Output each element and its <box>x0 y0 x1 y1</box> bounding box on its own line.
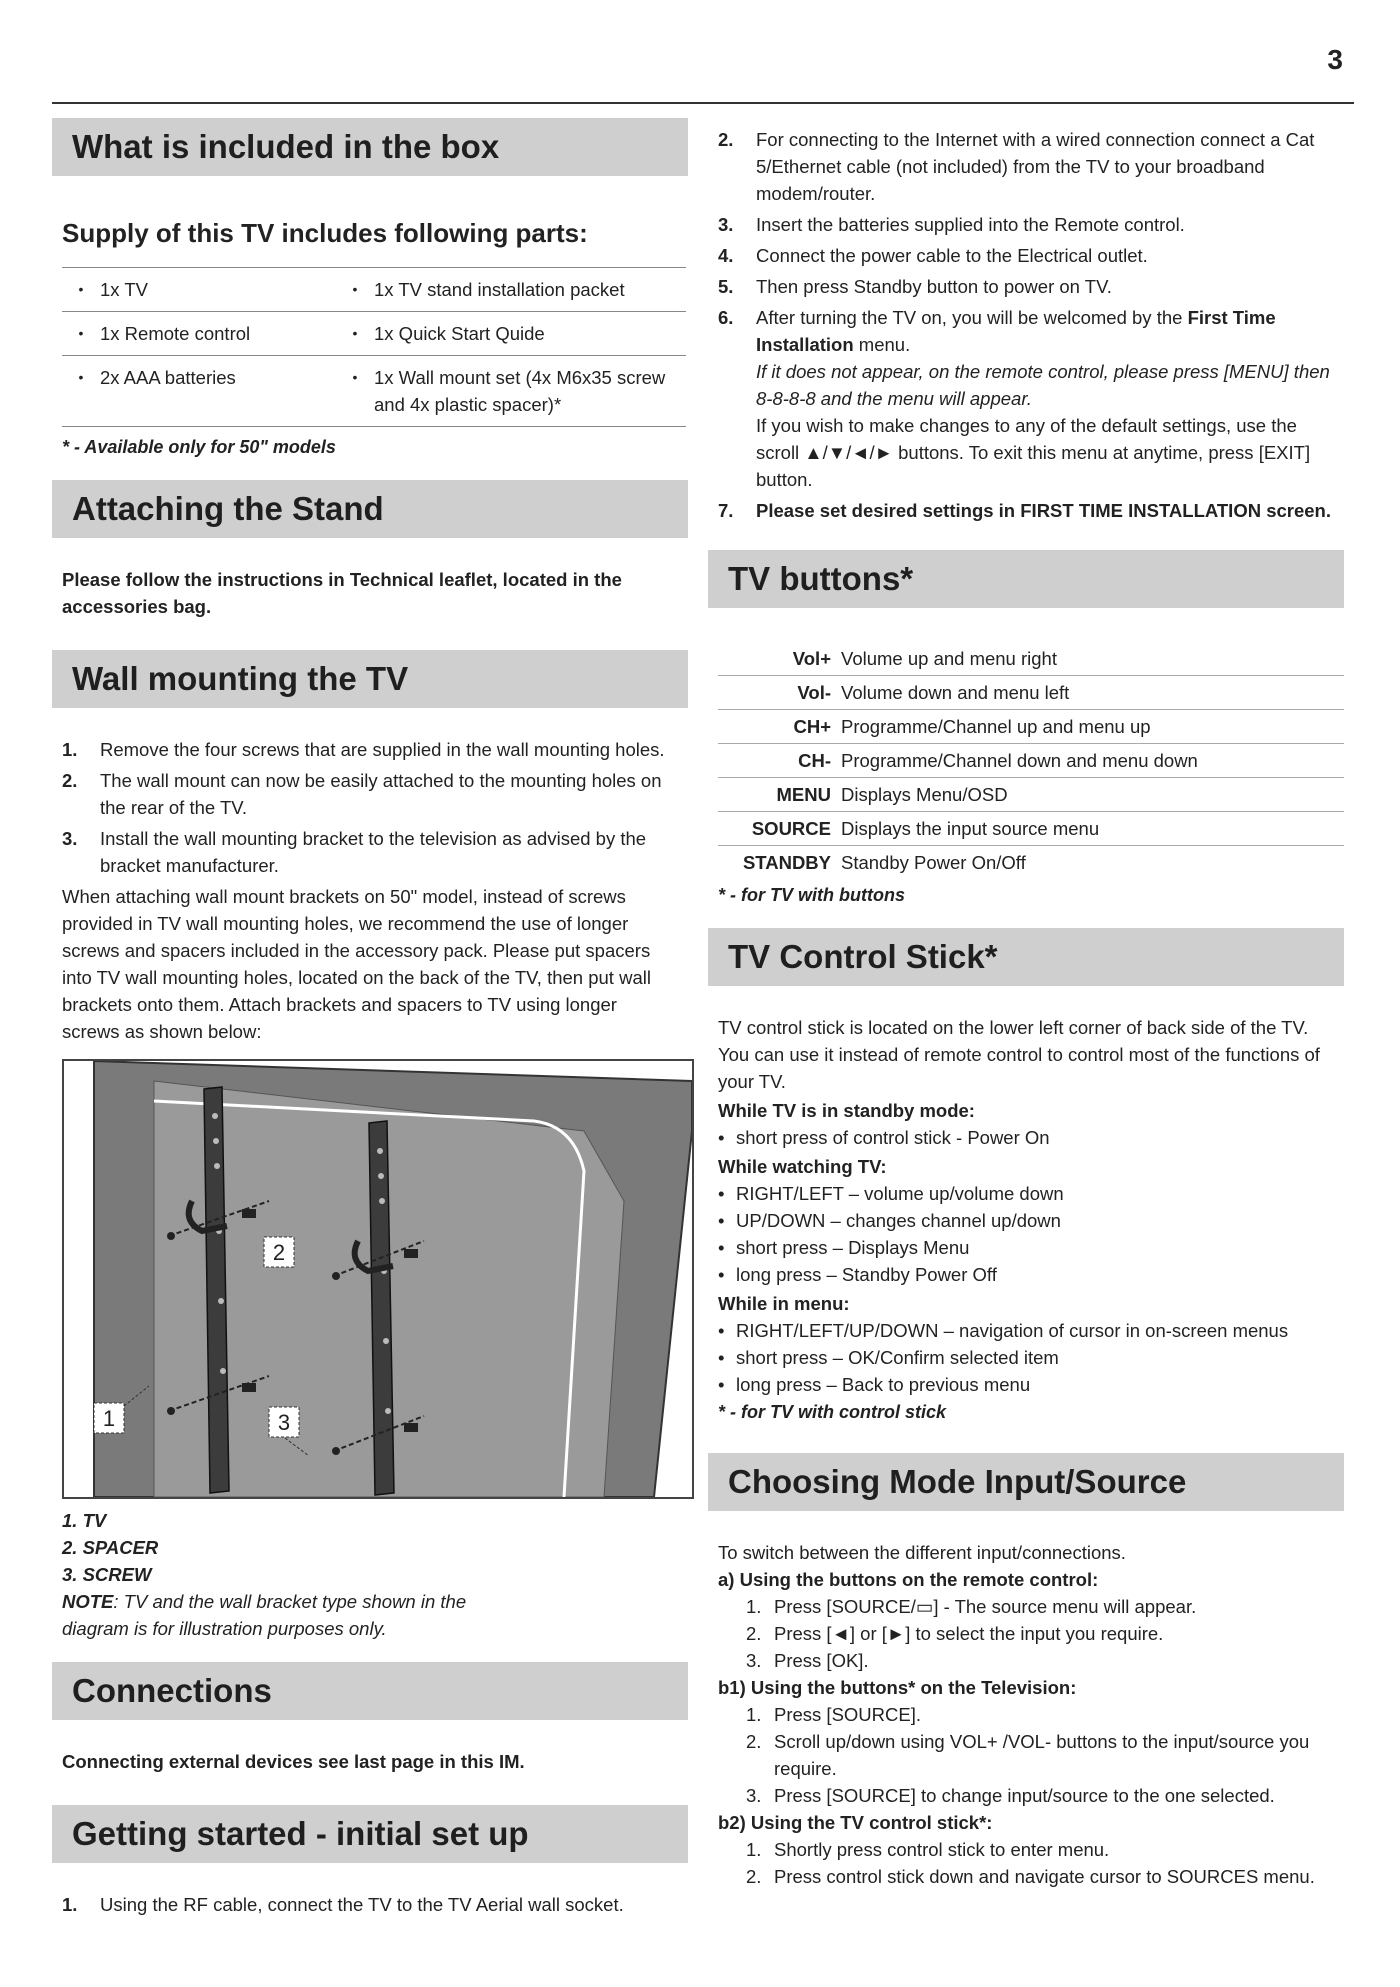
part-item: 1x TV <box>100 268 336 312</box>
getting-started-steps-right <box>708 126 1344 524</box>
control-stick-intro: TV control stick is located on the lower left corner of back side of the TV. You can use it instead of remote control to control most of the functions of your TV. <box>718 1017 1320 1092</box>
list-item: • long press – Back to previous menu <box>718 1374 1031 1395</box>
table-row: Vol+ Volume up and menu right <box>718 642 1344 676</box>
top-rule <box>52 102 1354 104</box>
list-item: • UP/DOWN – changes channel up/down <box>718 1210 1061 1231</box>
list-item: • short press of control stick - Power On <box>718 1127 1050 1148</box>
table-row: • 1x Remote control • 1x Quick Start Quide <box>62 312 686 356</box>
source-b1-label: b1) Using the buttons* on the Television: <box>718 1677 1077 1698</box>
source-b2-list <box>708 1836 1344 1890</box>
source-b2-label: b2) Using the TV control stick*: <box>718 1812 993 1833</box>
list-item: • RIGHT/LEFT – volume up/volume down <box>718 1183 1064 1204</box>
list-item: 3. Press [SOURCE] to change input/source to the one selected. <box>746 1785 1275 1806</box>
menu-list <box>708 1317 1344 1398</box>
parts-table <box>62 267 686 427</box>
box-subheading: Supply of this TV includes following parts: <box>62 218 588 248</box>
section-header-wall: Wall mounting the TV <box>52 650 688 708</box>
section-header-connections: Connections <box>52 1662 688 1720</box>
list-item: 2. The wall mount can now be easily attached to the mounting holes on the rear of the TV. <box>62 770 662 818</box>
list-item: 3. Press [OK]. <box>746 1650 869 1671</box>
connections-text: Connecting external devices see last page in this IM. <box>62 1751 525 1772</box>
wall-paragraph: When attaching wall mount brackets on 50" model, instead of screws provided in TV wall mounting holes, we recommend the use of longer screws and spacers included in the accessory pack. Please put spacers into TV wall mounting holes, located on the back of the TV, then put wall brackets onto them. Attach brackets and spacers to TV using longer screws as shown below: <box>62 886 651 1042</box>
watching-list <box>708 1180 1344 1288</box>
table-row: MENU Displays Menu/OSD <box>718 778 1344 812</box>
table-row: SOURCE Displays the input source menu <box>718 812 1344 846</box>
figure-label-tv: 1 <box>102 1406 116 1431</box>
part-item: 1x Wall mount set (4x M6x35 screw and 4x plastic spacer)* <box>374 356 686 427</box>
page-number: 3 <box>1327 44 1343 75</box>
list-item: 2. Press control stick down and navigate cursor to SOURCES menu. <box>746 1866 1315 1887</box>
section-header-control-stick: TV Control Stick* <box>708 928 1344 986</box>
table-row: • 2x AAA batteries • 1x Wall mount set (4x M6x35 screw and 4x plastic spacer)* <box>62 356 686 427</box>
getting-started-steps-left <box>52 1891 688 1918</box>
right-column <box>708 126 1344 1890</box>
list-item: • RIGHT/LEFT/UP/DOWN – navigation of cursor in on-screen menus <box>718 1320 1289 1341</box>
source-intro: To switch between the different input/connections. <box>718 1542 1126 1563</box>
wall-mount-diagram <box>62 1059 694 1499</box>
table-row: STANDBY Standby Power On/Off <box>742 852 1026 873</box>
list-item: • short press – OK/Confirm selected item <box>718 1347 1059 1368</box>
part-item: 1x TV stand installation packet <box>374 268 686 312</box>
part-item: 2x AAA batteries <box>100 356 336 427</box>
caption-item: 2. SPACER <box>62 1537 159 1558</box>
source-b1-list <box>708 1701 1344 1809</box>
table-row: • 1x TV • 1x TV stand installation packet <box>62 268 686 312</box>
table-row: CH- Programme/Channel down and menu down <box>718 744 1344 778</box>
list-item: • short press – Displays Menu <box>718 1237 970 1258</box>
list-item: 1. Remove the four screws that are supplied in the wall mounting holes. <box>62 739 665 760</box>
part-item: 1x Quick Start Quide <box>374 312 686 356</box>
left-column <box>52 118 688 1922</box>
caption-item: 3. SCREW <box>62 1564 152 1585</box>
list-item: 4. Connect the power cable to the Electrical outlet. <box>718 245 1148 266</box>
figure-label-screw: 3 <box>277 1410 291 1435</box>
figure-note: NOTE: TV and the wall bracket type shown in the diagram is for illustration purposes only. <box>62 1591 467 1639</box>
table-row: CH+ Programme/Channel up and menu up <box>718 710 1344 744</box>
list-item: 1. Shortly press control stick to enter menu. <box>746 1839 1110 1860</box>
section-header-stand: Attaching the Stand <box>52 480 688 538</box>
list-item: 6. After turning the TV on, you will be welcomed by the First Time Installation menu. If it does not appear, on the remote control, please press [MENU] then 8-8-8-8 and the menu will appear. If you wish to make changes to any of the default settings, use the scroll ▲/▼/◄/► buttons. To exit this menu at anytime, press [EXIT] button. <box>718 307 1330 490</box>
section-header-box: What is included in the box <box>52 118 688 176</box>
list-item: 1. Press [SOURCE/▭] - The source menu will appear. <box>746 1596 1197 1617</box>
standby-label: While TV is in standby mode: <box>718 1100 975 1121</box>
caption-item: 1. TV <box>62 1510 107 1531</box>
menu-label: While in menu: <box>718 1293 850 1314</box>
wall-mount-illustration <box>64 1061 692 1497</box>
list-item: 3. Insert the batteries supplied into the Remote control. <box>718 214 1185 235</box>
tv-buttons-table <box>718 642 1344 879</box>
figure-captions <box>62 1507 678 1642</box>
section-header-getting-started: Getting started - initial set up <box>52 1805 688 1863</box>
box-footnote: * - Available only for 50" models <box>62 437 336 457</box>
section-header-tv-buttons: TV buttons* <box>708 550 1344 608</box>
stand-text: Please follow the instructions in Technical leaflet, located in the accessories bag. <box>62 569 622 617</box>
list-item: 1. Press [SOURCE]. <box>746 1704 921 1725</box>
list-item: 2. For connecting to the Internet with a wired connection connect a Cat 5/Ethernet cable (not included) from the TV to your broadband modem/router. <box>718 129 1315 204</box>
part-item: 1x Remote control <box>100 312 336 356</box>
wall-steps <box>52 736 688 879</box>
table-row: Vol- Volume down and menu left <box>718 676 1344 710</box>
control-stick-footnote: * - for TV with control stick <box>718 1402 947 1422</box>
list-item: • long press – Standby Power Off <box>718 1264 997 1285</box>
section-header-source: Choosing Mode Input/Source <box>708 1453 1344 1511</box>
watching-label: While watching TV: <box>718 1156 887 1177</box>
tv-buttons-footnote: * - for TV with buttons <box>718 885 905 905</box>
list-item: 2. Press [◄] or [►] to select the input you require. <box>746 1623 1164 1644</box>
source-a-label: a) Using the buttons on the remote control: <box>718 1569 1099 1590</box>
list-item: 1. Using the RF cable, connect the TV to the TV Aerial wall socket. <box>62 1894 624 1915</box>
list-item: 5. Then press Standby button to power on TV. <box>718 276 1112 297</box>
list-item: 7. Please set desired settings in FIRST TIME INSTALLATION screen. <box>718 500 1331 521</box>
source-a-list <box>708 1593 1344 1674</box>
list-item: 2. Scroll up/down using VOL+ /VOL- buttons to the input/source you require. <box>746 1731 1310 1779</box>
list-item: 3. Install the wall mounting bracket to the television as advised by the bracket manufacturer. <box>62 828 647 876</box>
standby-list <box>708 1124 1344 1151</box>
figure-label-spacer: 2 <box>272 1240 286 1265</box>
